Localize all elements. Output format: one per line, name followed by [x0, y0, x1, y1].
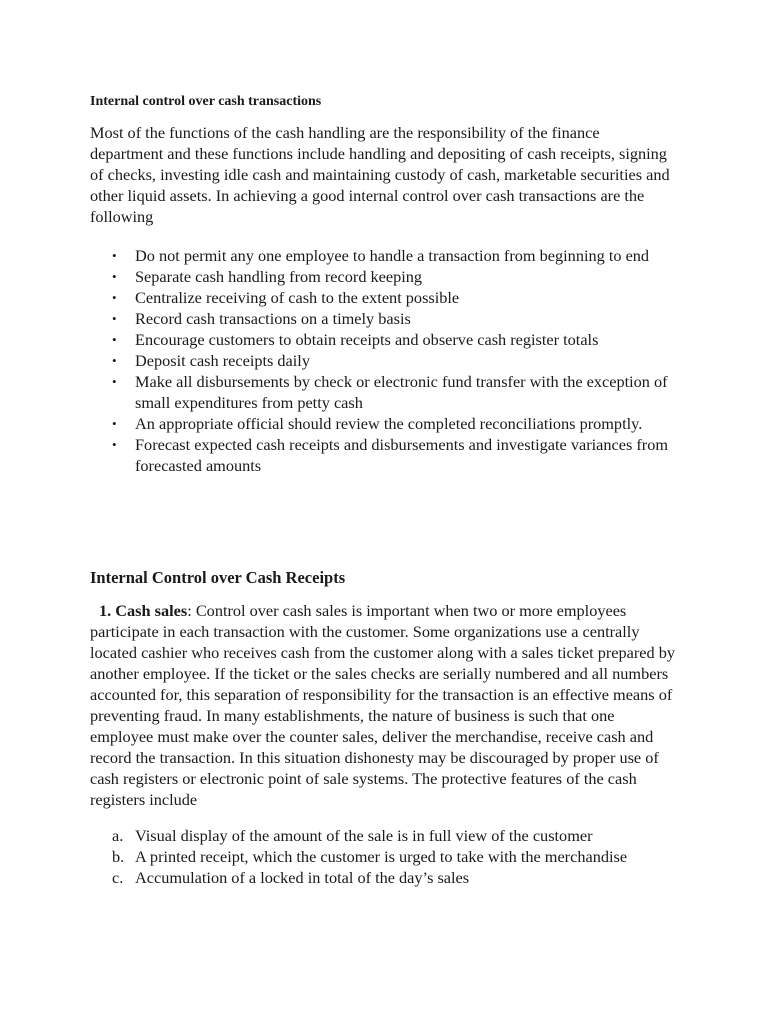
- feature-item: [90, 846, 680, 867]
- bullet-text: Record cash transactions on a timely basis: [135, 309, 411, 328]
- bullet-icon: •: [112, 290, 117, 305]
- bullet-item: [90, 371, 680, 413]
- feature-marker: a.: [112, 826, 124, 845]
- bullet-item: [90, 434, 680, 476]
- bullet-item: [90, 308, 680, 329]
- bullet-text: Do not permit any one employee to handle a transaction from beginning to end: [135, 246, 650, 265]
- control-bullet-list: [90, 245, 680, 476]
- bullet-text: Separate cash handling from record keeping: [135, 267, 423, 286]
- bullet-text: Encourage customers to obtain receipts and observe cash register totals: [135, 330, 599, 349]
- feature-text: Accumulation of a locked in total of the day’s sales: [135, 868, 470, 887]
- bullet-icon: •: [112, 269, 117, 284]
- document-title: Internal control over cash transactions: [90, 94, 322, 109]
- bullet-icon: •: [112, 332, 117, 347]
- bullet-item: [90, 413, 680, 434]
- bullet-item: [90, 350, 680, 371]
- register-features-list: [90, 825, 680, 888]
- bullet-item: [90, 287, 680, 308]
- feature-item: [90, 825, 680, 846]
- cash-sales-paragraph: [90, 600, 680, 810]
- bullet-icon: •: [112, 311, 117, 326]
- bullet-text: Forecast expected cash receipts and disbursements and investigate variances from forecasted amounts: [135, 435, 669, 475]
- feature-text: Visual display of the amount of the sale is in full view of the customer: [135, 826, 593, 845]
- bullet-item: [90, 329, 680, 350]
- cash-sales-colon: :: [187, 601, 192, 620]
- bullet-icon: •: [112, 416, 117, 431]
- bullet-item: [90, 245, 680, 266]
- bullet-text: An appropriate official should review the completed reconciliations promptly.: [135, 414, 643, 433]
- cash-sales-label: 1. Cash sales: [99, 601, 188, 620]
- bullet-icon: •: [112, 248, 117, 263]
- bullet-text: Centralize receiving of cash to the extent possible: [135, 288, 460, 307]
- bullet-item: [90, 266, 680, 287]
- bullet-text: Make all disbursements by check or electronic fund transfer with the exception of small expenditures from petty cash: [135, 372, 668, 412]
- intro-paragraph: Most of the functions of the cash handling are the responsibility of the finance department and these functions include handling and depositing of cash receipts, signing of checks, investing idle cash and maintaining custody of cash, marketable securities and other liquid assets. In achieving a good internal control over cash transactions are the following: [90, 123, 670, 226]
- feature-text: A printed receipt, which the customer is urged to take with the merchandise: [135, 847, 628, 866]
- feature-item: [90, 867, 680, 888]
- bullet-icon: •: [112, 353, 117, 368]
- cash-sales-text: Control over cash sales is important when two or more employees participate in each transaction with the customer. Some organizations use a centrally located cashier who receives cash from the customer along with a sales ticket prepared by another employee. If the ticket or the sales checks are serially numbered and all numbers accounted for, this separation of responsibility for the transaction is an effective means of preventing fraud. In many establishments, the nature of business is such that one employee must make over the counter sales, deliver the merchandise, receive cash and record the transaction. In this situation dishonesty may be discouraged by proper use of cash registers or electronic point of sale systems. The protective features of the cash registers include: [90, 601, 675, 809]
- section-heading: Internal Control over Cash Receipts: [90, 568, 346, 587]
- bullet-icon: •: [112, 374, 117, 389]
- feature-marker: b.: [112, 847, 125, 866]
- bullet-text: Deposit cash receipts daily: [135, 351, 310, 370]
- bullet-icon: •: [112, 437, 117, 452]
- feature-marker: c.: [112, 868, 124, 887]
